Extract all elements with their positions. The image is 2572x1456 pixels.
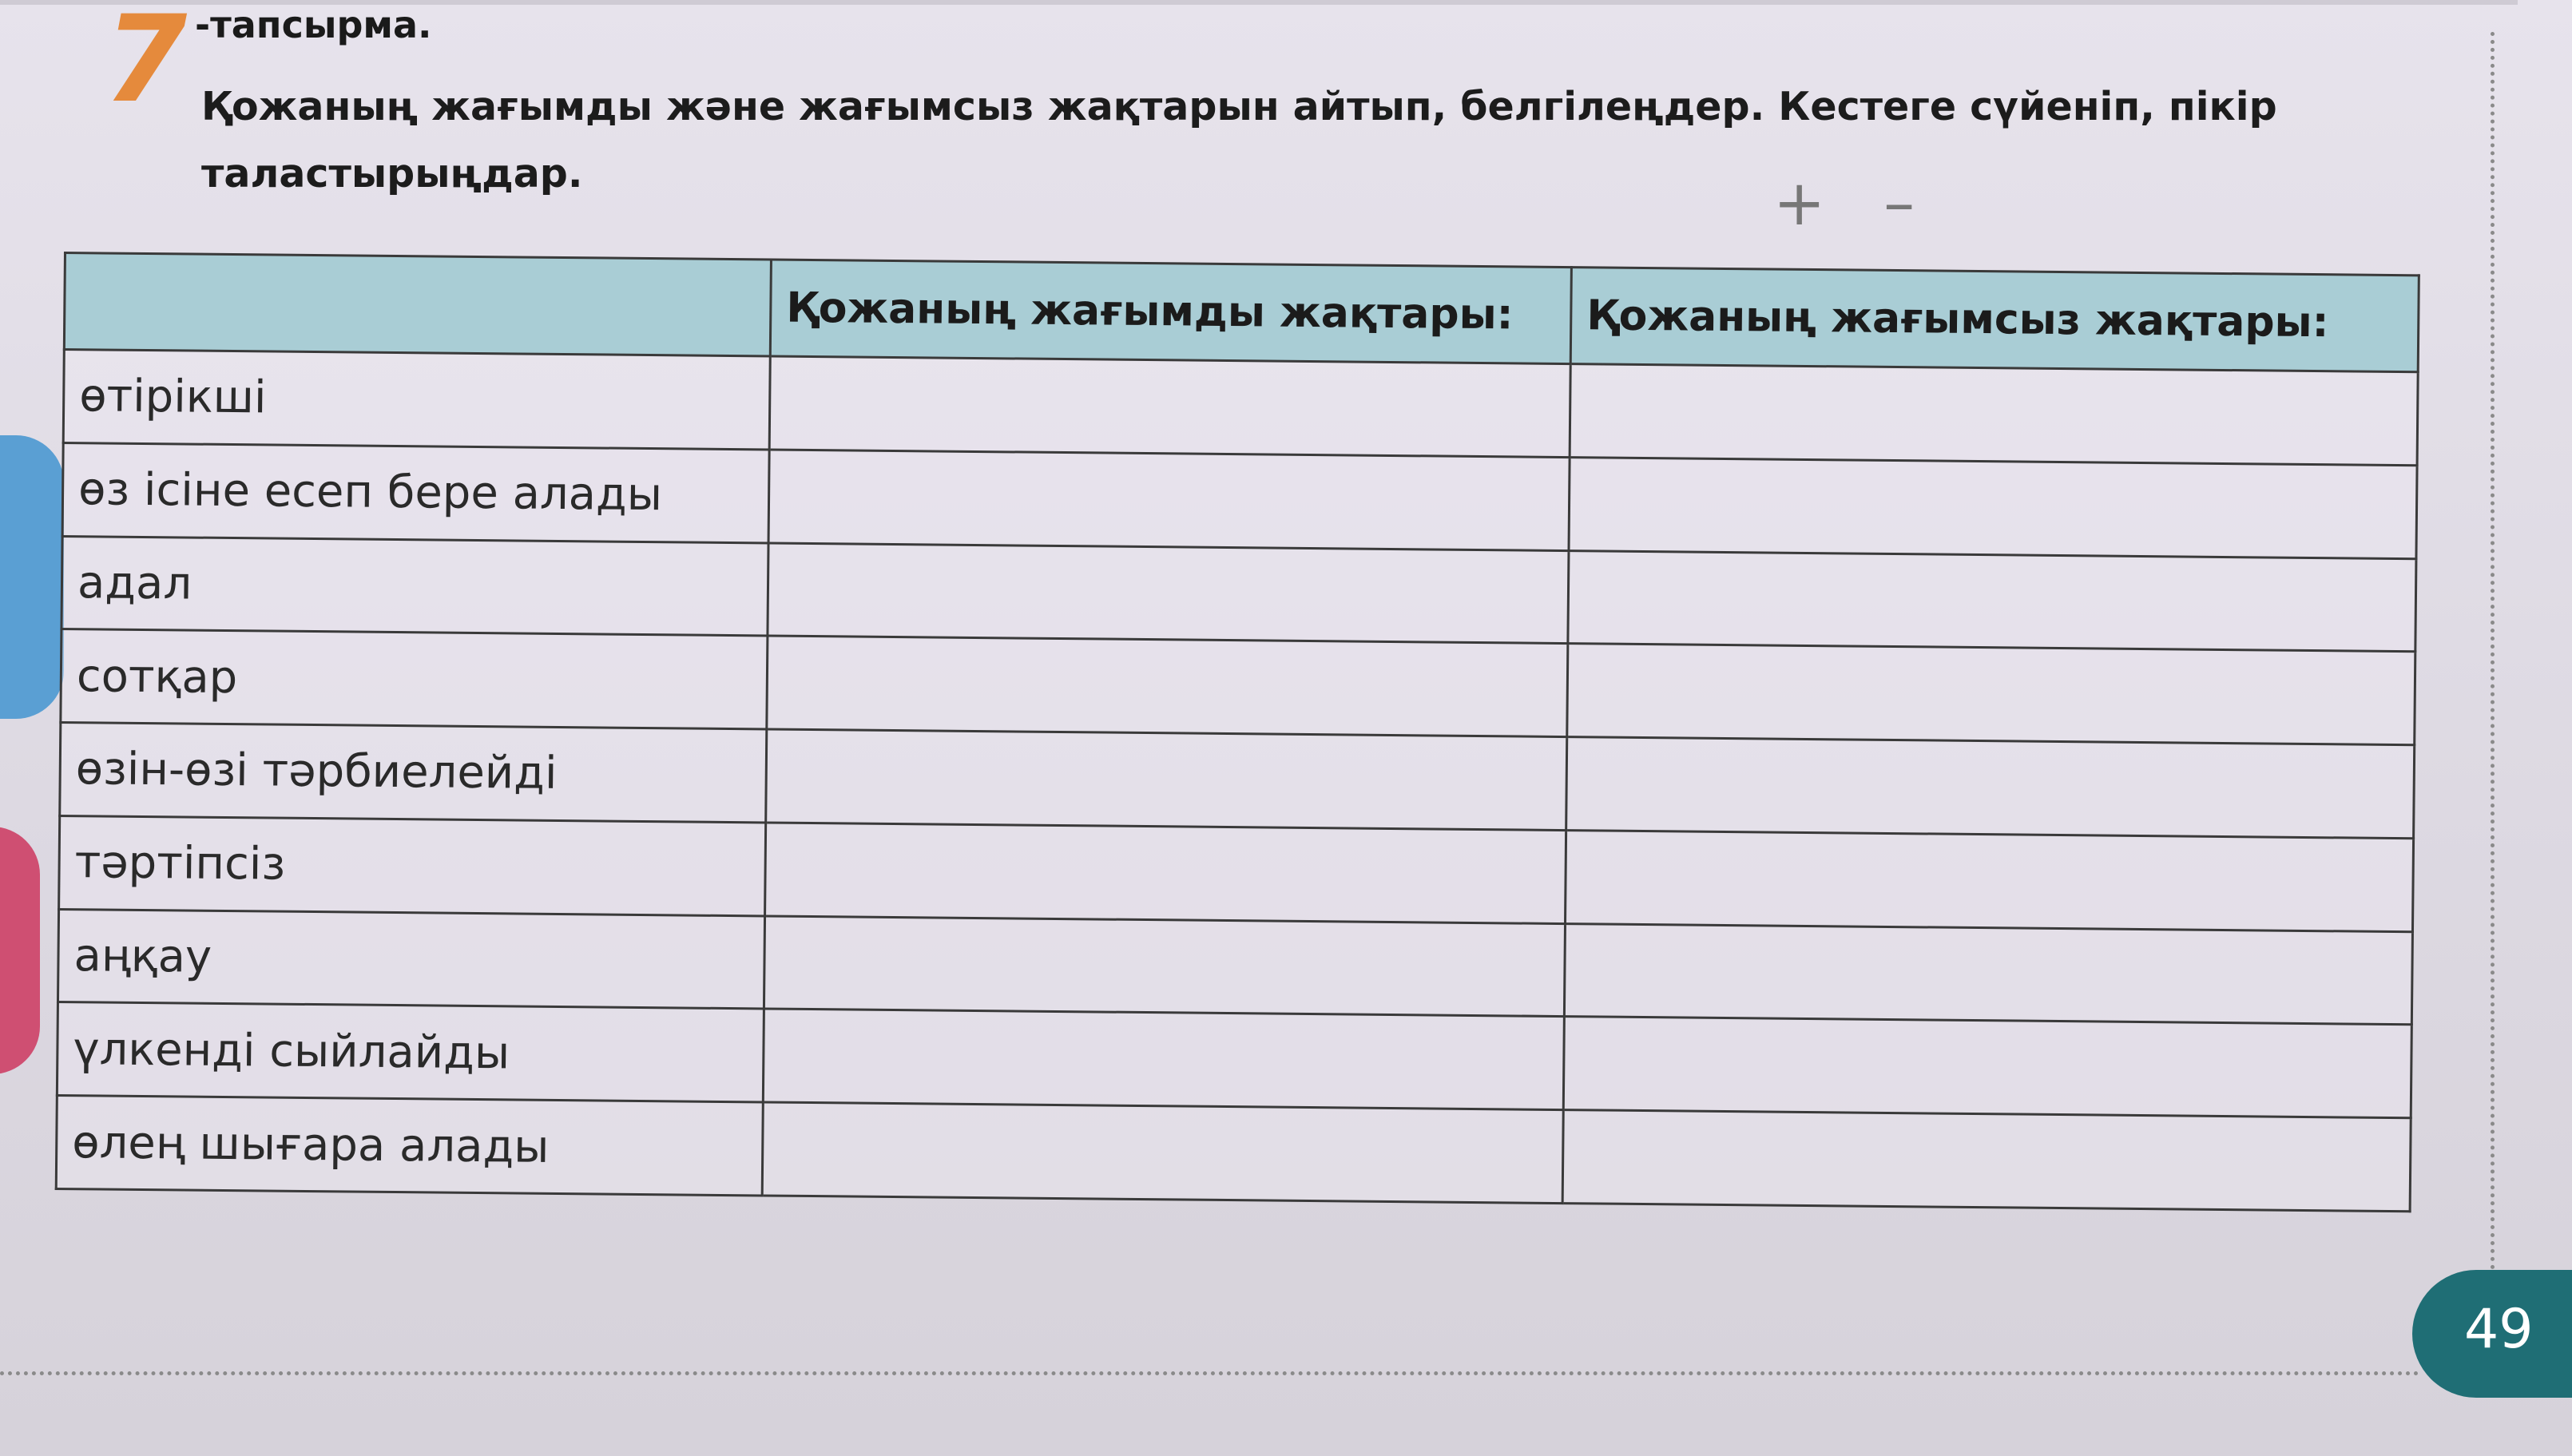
- positive-cell[interactable]: [768, 450, 1570, 550]
- negative-cell[interactable]: [1567, 644, 2415, 745]
- positive-cell[interactable]: [769, 356, 1570, 457]
- traits-table-container: [55, 252, 2420, 1212]
- positive-cell[interactable]: [767, 636, 1568, 736]
- header-positive-traits: Қожаның жағымды жақтары:: [770, 260, 1571, 364]
- page-border-right: [2491, 32, 2495, 1374]
- positive-cell[interactable]: [764, 916, 1566, 1017]
- page-border-bottom: [0, 1371, 2420, 1375]
- traits-table: [55, 252, 2420, 1212]
- trait-label: үлкенді сыйлайды: [57, 1002, 764, 1102]
- trait-label: өлең шығара алады: [56, 1096, 763, 1196]
- negative-cell[interactable]: [1562, 1110, 2411, 1212]
- positive-cell[interactable]: [768, 543, 1569, 644]
- left-margin-tab-blue: [0, 435, 64, 719]
- negative-cell[interactable]: [1566, 830, 2414, 931]
- positive-cell[interactable]: [766, 729, 1567, 830]
- negative-cell[interactable]: [1566, 737, 2415, 839]
- negative-cell[interactable]: [1564, 923, 2412, 1025]
- trait-label: өз ісіне есеп бере алады: [62, 442, 769, 542]
- handwritten-marks: + –: [1773, 168, 1935, 240]
- negative-cell[interactable]: [1568, 550, 2416, 652]
- positive-cell[interactable]: [762, 1102, 1563, 1203]
- task-label: -тапсырма.: [195, 3, 432, 46]
- trait-label: тәртіпсіз: [59, 815, 766, 915]
- task-number: 7: [104, 0, 188, 129]
- left-margin-tab-red: [0, 827, 40, 1074]
- trait-label: өтірікші: [63, 350, 770, 450]
- page-number: 49: [2464, 1298, 2534, 1361]
- trait-label: сотқар: [61, 629, 768, 729]
- header-empty-cell: [64, 253, 771, 356]
- negative-cell[interactable]: [1563, 1017, 2411, 1118]
- negative-cell[interactable]: [1570, 364, 2418, 466]
- task-instruction: Қожаның жағымды және жағымсыз жақтарын айтып, белгілеңдер. Кестеге сүйеніп, пікір таластырыңдар.: [201, 84, 2277, 196]
- positive-cell[interactable]: [763, 1009, 1564, 1109]
- trait-label: адал: [62, 536, 768, 636]
- header-negative-traits: Қожаның жағымсыз жақтары:: [1570, 268, 2419, 372]
- positive-cell[interactable]: [765, 823, 1566, 923]
- negative-cell[interactable]: [1569, 457, 2417, 558]
- trait-label: аңқау: [58, 909, 764, 1009]
- trait-label: өзін-өзі тәрбиелейді: [60, 723, 767, 823]
